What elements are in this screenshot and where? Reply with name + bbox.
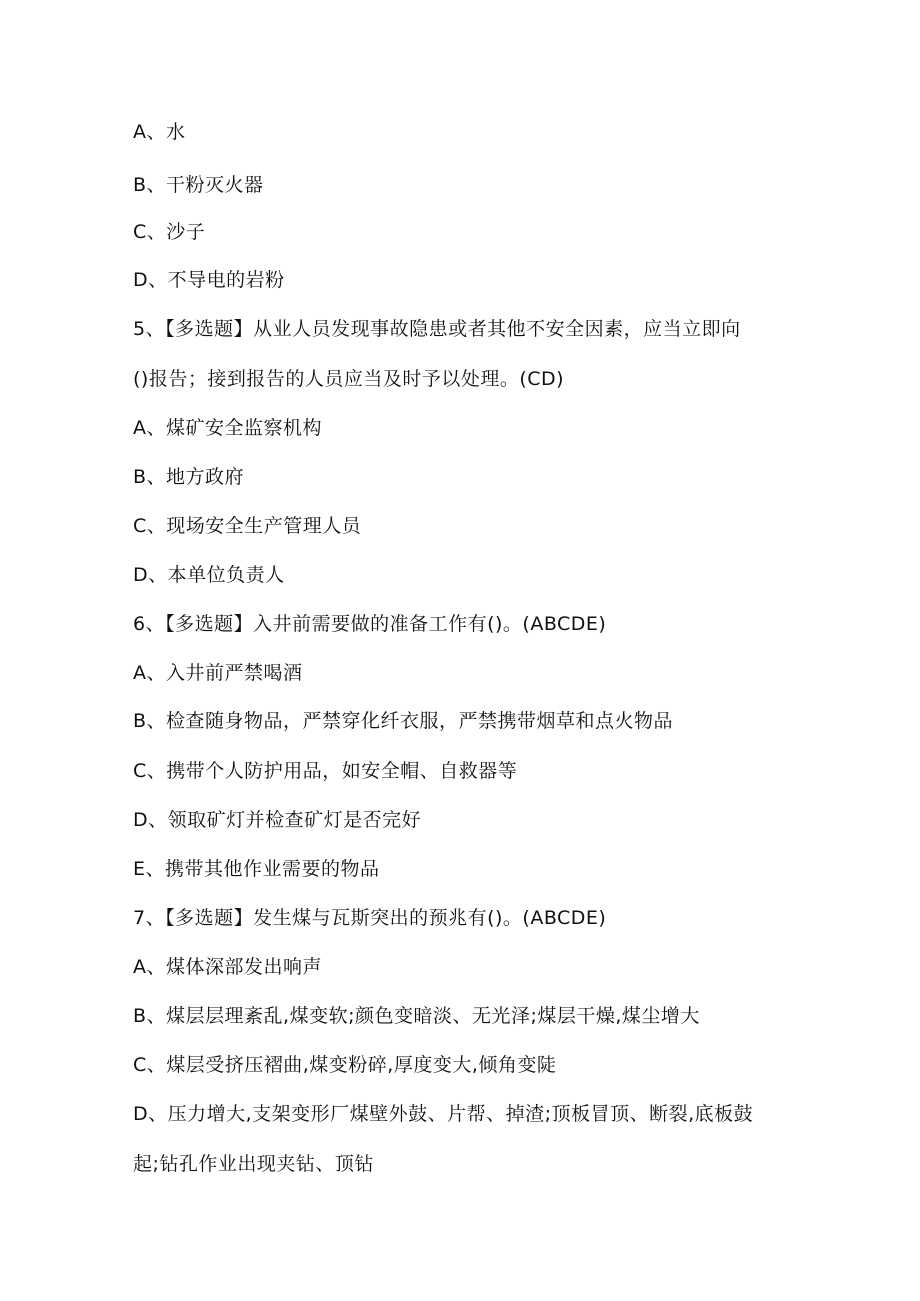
option-line: A、煤体深部发出响声 (133, 956, 322, 978)
option-line: C、煤层受挤压褶曲,煤变粉碎,厚度变大,倾角变陡 (133, 1054, 557, 1076)
option-line: E、携带其他作业需要的物品 (133, 858, 380, 880)
option-line: A、煤矿安全监察机构 (133, 417, 322, 439)
option-line: B、地方政府 (133, 466, 245, 488)
option-line: B、检查随身物品，严禁穿化纤衣服，严禁携带烟草和点火物品 (133, 710, 674, 732)
option-line: D、压力增大,支架变形厂煤壁外鼓、片帮、掉渣;顶板冒顶、断裂,底板鼓 (133, 1103, 754, 1125)
option-line: 起;钻孔作业出现夹钻、顶钻 (133, 1153, 374, 1175)
question-line: ()报告；接到报告的人员应当及时予以处理。(CD) (133, 368, 565, 390)
question-line: 7、【多选题】发生煤与瓦斯突出的预兆有()。(ABCDE) (133, 907, 607, 929)
option-line: D、不导电的岩粉 (133, 269, 285, 291)
question-line: 5、【多选题】从业人员发现事故隐患或者其他不安全因素，应当立即向 (133, 318, 741, 340)
option-line: C、携带个人防护用品，如安全帽、自救器等 (133, 760, 518, 782)
option-line: B、干粉灭火器 (133, 174, 264, 196)
option-line: A、水 (133, 121, 186, 143)
option-line: A、入井前严禁喝酒 (133, 662, 303, 684)
option-line: C、现场安全生产管理人员 (133, 515, 362, 537)
option-line: B、煤层层理紊乱,煤变软;颜色变暗淡、无光泽;煤层干燥,煤尘增大 (133, 1005, 700, 1027)
option-line: D、本单位负责人 (133, 564, 285, 586)
option-line: D、领取矿灯并检查矿灯是否完好 (133, 809, 422, 831)
question-line: 6、【多选题】入井前需要做的准备工作有()。(ABCDE) (133, 613, 607, 635)
option-line: C、沙子 (133, 221, 206, 243)
